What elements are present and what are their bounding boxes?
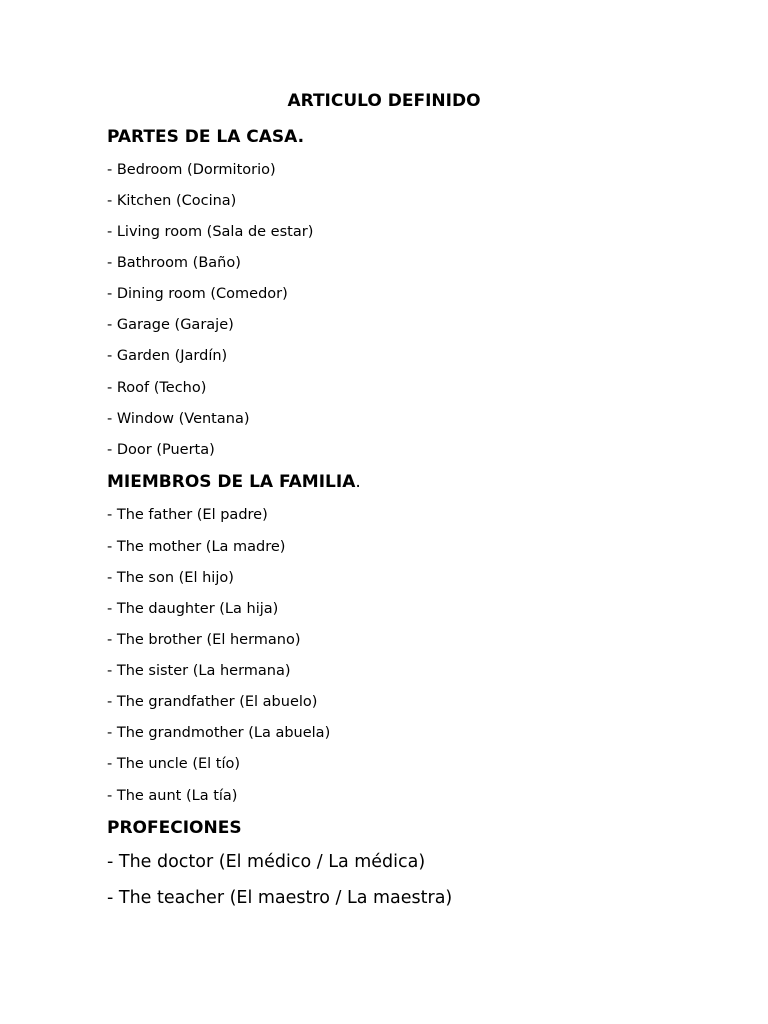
list-item: - The grandfather (El abuelo)	[107, 694, 318, 710]
section-heading-family-period: .	[355, 472, 361, 492]
section-heading-professions: PROFECIONES	[107, 818, 242, 838]
list-item: - The doctor (El médico / La médica)	[107, 852, 426, 872]
section-heading-family	[107, 471, 361, 493]
list-item: - Dining room (Comedor)	[107, 286, 288, 302]
section-heading-family-text: MIEMBROS DE LA FAMILIA	[107, 472, 356, 492]
list-item: - Bathroom (Baño)	[107, 255, 241, 271]
list-item: - The mother (La madre)	[107, 539, 286, 555]
list-item: - Window (Ventana)	[107, 411, 250, 427]
list-item: - The brother (El hermano)	[107, 632, 301, 648]
list-item: - The teacher (El maestro / La maestra)	[107, 888, 453, 908]
list-item: - Bedroom (Dormitorio)	[107, 162, 276, 178]
list-item: - The aunt (La tía)	[107, 788, 238, 804]
list-item: - The uncle (El tío)	[107, 756, 241, 772]
section-heading-house: PARTES DE LA CASA.	[107, 127, 305, 147]
page-title: ARTICULO DEFINIDO	[287, 91, 481, 111]
list-item: - Kitchen (Cocina)	[107, 193, 237, 209]
list-item: - Living room (Sala de estar)	[107, 224, 314, 240]
list-item: - The father (El padre)	[107, 507, 268, 523]
list-item: - The grandmother (La abuela)	[107, 725, 331, 741]
list-item: - The son (El hijo)	[107, 570, 234, 586]
list-item: - The daughter (La hija)	[107, 601, 279, 617]
list-item: - Garage (Garaje)	[107, 317, 234, 333]
list-item: - Roof (Techo)	[107, 380, 207, 396]
list-item: - Door (Puerta)	[107, 442, 215, 458]
list-item: - Garden (Jardín)	[107, 348, 228, 364]
list-item: - The sister (La hermana)	[107, 663, 291, 679]
